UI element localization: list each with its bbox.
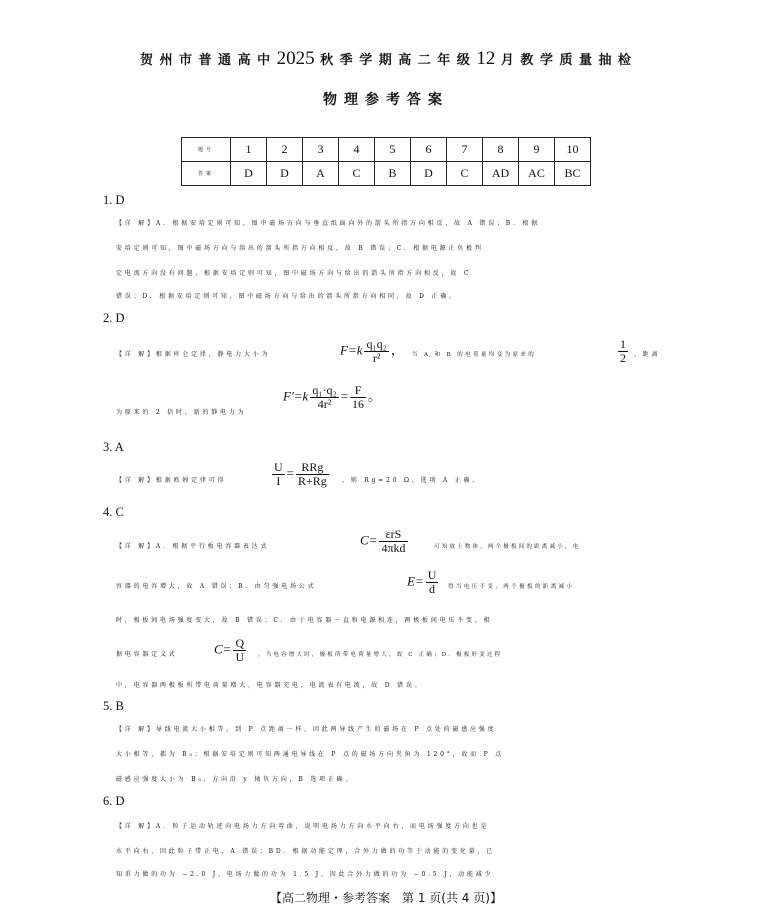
q4-line-2b: 得当电压不变，两个极板的距离减小 [448,584,575,590]
ohm-rhs-fraction [296,461,329,488]
field-formula [407,569,440,596]
table-cell-number: 10 [555,138,591,162]
question-2-label: 2. D [103,311,125,325]
new-force-num: q₁·q₂ [312,383,337,397]
q1-line-4: 错误；D. 根据安培定则可知，图中磁场方向与给出的箭头所指方向相同，故 D 正确。 [116,293,458,300]
field-den: d [429,582,436,596]
q1-line-1: 【详 解】A. 根据安培定则可知，图中磁场方向与垂直纸面向外的箭头所指方向相反，故 A 错误；B. 根据 [116,220,541,227]
ohm-lhs-num: U [274,460,283,474]
coulomb-formula [340,338,404,365]
page-subtitle: 物理参考答案 [323,92,449,108]
title-year: 2025 [276,48,315,69]
ohm-lhs-fraction [272,461,285,488]
q6-line-2: 水平向右，因此粒子带正电，A 错误；BD. 根据动能定理，合外力做的功等于动能的变化量，已 [116,848,496,855]
q5-line-2: 大小相等，都为 B₀；根据安培定则可知两通电导线在 P 点的磁场方向夹角为 120°，故而 P 点 [116,751,504,758]
row-label-number: 题号 [182,138,231,162]
table-cell-answer: D [231,162,267,186]
new-force-formula [283,384,381,411]
num-q2: q₂ [326,383,337,397]
half-fraction [616,338,630,365]
result-den: 16 [352,397,365,411]
question-5-label: 5. B [103,699,124,713]
coulomb-num: q₁q₂ [366,337,387,351]
table-cell-answer: A [303,162,339,186]
answer-table [181,137,591,186]
cap-lhs: C= [360,532,378,548]
q4-line-1b: 可知放上物体，两个极板间的距离减小，电 [434,544,581,550]
title-part-b: 秋 季 学 期 高 二 年 级 [320,53,471,68]
table-cell-number: 4 [339,138,375,162]
field-num: U [427,568,437,582]
ohm-lhs-den: I [276,474,281,488]
table-cell-answer: AD [483,162,519,186]
capdef-lhs: C= [214,641,232,657]
half-frac [618,338,628,365]
cap-fraction [379,528,407,555]
capdef-num: Q [235,636,245,650]
result-fraction [350,384,366,411]
answer-table-row-numbers [182,138,591,162]
question-6-label: 6. D [103,794,125,808]
q6-line-1: 【详 解】A. 粒子运动轨迹向电场力方向弯曲，说明电场力方向水平向右，而电场强度方向也是 [116,823,490,830]
q2-line-2: 为原来的 2 倍时，新的静电力为 [116,409,247,416]
question-1-label: 1. D [103,193,125,207]
ohm-rhs-den: R+Rg [298,474,327,488]
table-cell-number: 8 [483,138,519,162]
capdef-fraction [233,637,246,664]
q5-line-1: 【详 解】导线电流大小相等，到 P 点距离一样，因此两导线产生的磁场在 P 点处的磁感应强度 [116,726,497,733]
table-cell-number: 6 [411,138,447,162]
field-lhs: E= [407,573,424,589]
coulomb-lhs: F=k [340,342,363,358]
exam-title [0,48,772,70]
q3-line-1: 【详 解】根据欧姆定律可得 [116,477,227,484]
capacitance-def-formula [214,637,248,664]
q2-line-1: 【详 解】根据库仑定律，静电力大小为 [116,351,271,358]
new-force-fraction [310,384,338,411]
q4-line-4b: ，当电容增大时，极板所带电荷量增大，故 C 正确；D. 极板形变过程 [258,652,503,658]
q4-line-3: 时，极板间电场强度变大，故 B 错误；C. 由于电容器一直和电源相连，两极板间电压不变，根 [116,617,493,624]
table-cell-answer: C [339,162,375,186]
field-fraction [426,569,439,596]
page-footer: 【高二物理・参考答案 第 1 页(共 4 页)】 [270,891,502,905]
result-num: F [350,384,366,398]
capacitance-formula [360,528,410,555]
answer-table-row-answers [182,162,591,186]
title-part-a: 贺 州 市 普 通 高 中 [139,53,272,68]
ohm-rhs-num: RRg [296,461,329,475]
cap-den: 4πkd [381,541,406,555]
coulomb-suffix: ， [390,342,404,358]
question-3-label: 3. A [103,440,124,454]
new-force-suffix: 。 [368,388,382,404]
question-4-label: 4. C [103,505,124,519]
num-q1: q₁ [312,383,323,397]
cap-num: εrS [379,528,407,542]
q3-line-1b: ，则 Rg=20 Ω，选项 A 正确。 [342,477,482,484]
new-force-den: 4r² [317,397,332,411]
q1-line-3: 定电流方向没有问题，根据安培定则可知，图中磁场方向与给出的箭头所指方向相反，故 C [116,270,472,277]
table-cell-answer: D [267,162,303,186]
new-force-lhs: F′=k [283,388,309,404]
table-cell-answer: BC [555,162,591,186]
table-cell-number: 1 [231,138,267,162]
row-label-answer: 答案 [182,162,231,186]
table-cell-answer: AC [519,162,555,186]
table-cell-answer: B [375,162,411,186]
coulomb-fraction [364,338,388,365]
ohm-formula [270,461,331,488]
table-cell-number: 7 [447,138,483,162]
table-cell-number: 9 [519,138,555,162]
q4-line-5: 中，电容器两极板所带电荷量增大，电容器充电，电流表有电流，故 D 错误。 [116,682,424,689]
q2-line-1c: ，距离 [634,351,661,358]
q1-line-2: 安培定则可知，图中磁场方向与给出的箭头所指方向相反，故 B 错误；C. 根据电源正负极判 [116,245,484,252]
coulomb-den: r² [372,351,381,365]
table-cell-number: 2 [267,138,303,162]
ohm-eq: = [286,465,295,481]
q4-line-2: 容器的电容增大，故 A 错误；B. 由匀强电场公式 [116,583,317,590]
table-cell-answer: C [447,162,483,186]
title-part-c: 月 教 学 质 量 抽 检 [500,53,633,68]
table-cell-number: 3 [303,138,339,162]
q5-line-3: 磁感应强度大小为 B₀，方向沿 y 轴负方向，B 选项正确。 [116,776,355,783]
table-cell-answer: D [411,162,447,186]
table-cell-number: 5 [375,138,411,162]
new-force-eq: = [340,388,349,404]
q4-line-4: 据电容器定义式 [116,651,178,658]
q6-line-3: 知重力做的功为 −2.0 J，电场力做的功为 1.5 J，因此合外力做的功为 −0.5 J，动能减少 [116,871,494,878]
q4-line-1: 【详 解】A. 根据平行板电容器表达式 [116,543,270,550]
half-num: 1 [620,337,626,351]
q2-line-1b: 当 A 和 B 的电荷量均变为原来的 [412,352,537,358]
capdef-den: U [235,650,245,664]
half-den: 2 [620,351,626,365]
title-month: 12 [476,48,496,69]
